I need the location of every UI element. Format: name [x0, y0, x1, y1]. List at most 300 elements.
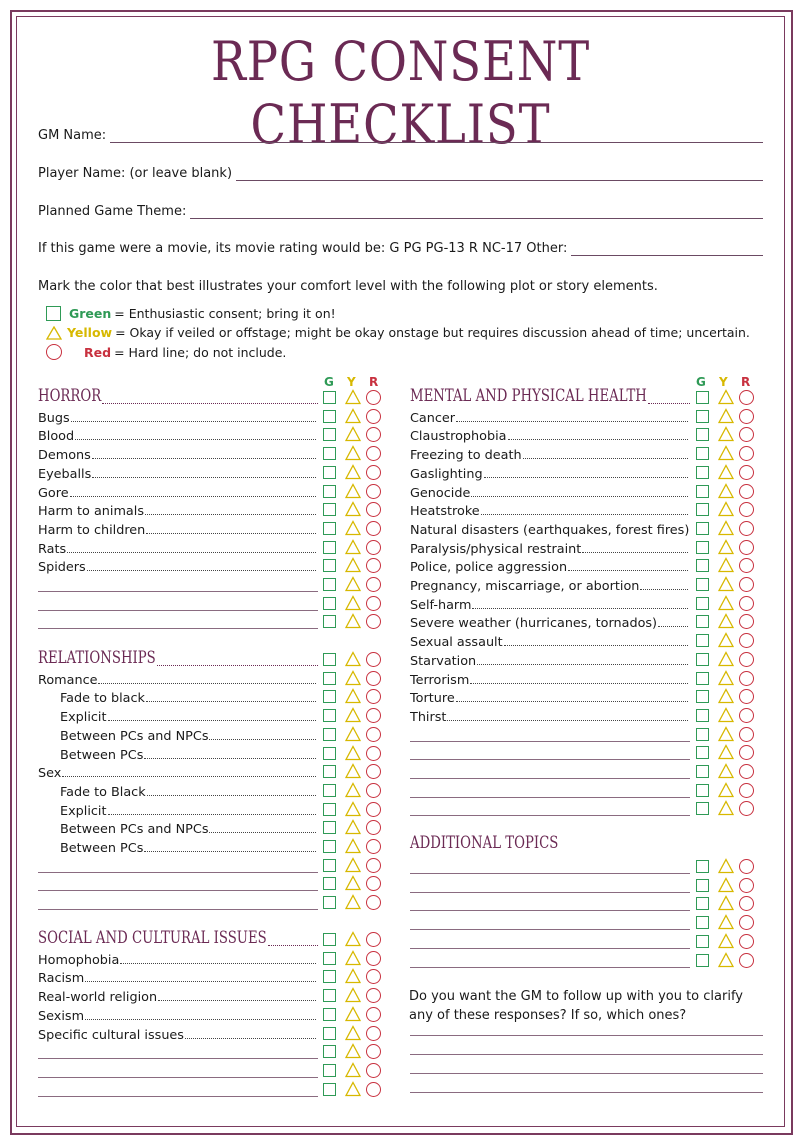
item-label: Spiders	[38, 560, 86, 576]
red-circle-checkbox[interactable]	[366, 951, 381, 966]
red-circle-checkbox[interactable]	[366, 409, 381, 424]
red-circle-checkbox[interactable]	[366, 558, 381, 573]
yellow-triangle-checkbox[interactable]	[718, 576, 734, 592]
green-checkbox[interactable]	[696, 541, 709, 554]
green-checkbox[interactable]	[323, 522, 336, 535]
yellow-triangle-checkbox[interactable]	[345, 987, 361, 1003]
green-checkbox[interactable]	[323, 1027, 336, 1040]
green-checkbox[interactable]	[696, 485, 709, 498]
write-in-line[interactable]	[410, 815, 690, 816]
green-checkbox[interactable]	[323, 859, 336, 872]
yellow-triangle-checkbox[interactable]	[345, 576, 361, 592]
write-in-line[interactable]	[38, 1077, 318, 1078]
red-circle-checkbox[interactable]	[366, 802, 381, 817]
item-label: Starvation	[410, 653, 477, 669]
yellow-triangle-checkbox[interactable]	[345, 445, 361, 461]
player-name-line[interactable]	[236, 179, 763, 181]
yellow-triangle-checkbox[interactable]	[718, 651, 734, 667]
yellow-triangle-checkbox[interactable]	[718, 464, 734, 480]
rating-checks	[323, 931, 383, 949]
yellow-triangle-checkbox[interactable]	[345, 1043, 361, 1059]
social-item	[38, 950, 318, 968]
red-circle-icon	[46, 344, 62, 360]
red-circle-checkbox[interactable]	[739, 878, 754, 893]
green-checkbox[interactable]	[323, 933, 336, 946]
red-circle-checkbox[interactable]	[739, 484, 754, 499]
red-circle-checkbox[interactable]	[739, 708, 754, 723]
red-circle-checkbox[interactable]	[739, 783, 754, 798]
game-theme-label: Planned Game Theme:	[38, 204, 187, 219]
yellow-triangle-checkbox[interactable]	[345, 520, 361, 536]
rating-checks	[696, 445, 756, 463]
red-circle-checkbox[interactable]	[366, 932, 381, 947]
red-circle-checkbox[interactable]	[366, 1044, 381, 1059]
social-item	[38, 1006, 318, 1024]
green-checkbox[interactable]	[323, 989, 336, 1002]
green-checkbox[interactable]	[696, 709, 709, 722]
red-circle-checkbox[interactable]	[366, 614, 381, 629]
rating-checks	[323, 987, 383, 1005]
yellow-triangle-checkbox[interactable]	[345, 464, 361, 480]
page-title: RPG CONSENT CHECKLIST	[210, 30, 591, 156]
green-checkbox[interactable]	[696, 860, 709, 873]
gm-name-field[interactable]	[38, 128, 763, 143]
leader-dots	[108, 720, 316, 721]
relationships-item	[38, 670, 318, 688]
write-in-line[interactable]	[38, 610, 318, 611]
relationships-subitem	[60, 838, 318, 856]
red-circle-checkbox[interactable]	[739, 427, 754, 442]
health-item	[410, 651, 690, 669]
gm-name-label: GM Name:	[38, 128, 107, 143]
item-label: Harm to children	[38, 522, 146, 538]
yellow-triangle-checkbox[interactable]	[718, 895, 734, 911]
red-circle-checkbox[interactable]	[366, 465, 381, 480]
rating-checks	[696, 933, 756, 951]
health-item	[410, 632, 690, 650]
red-circle-checkbox[interactable]	[739, 521, 754, 536]
leader-dots	[146, 533, 316, 534]
red-circle-checkbox[interactable]	[366, 502, 381, 517]
red-circle-checkbox[interactable]	[739, 801, 754, 816]
write-in-line[interactable]	[38, 890, 318, 891]
green-checkbox[interactable]	[323, 896, 336, 909]
yellow-triangle-checkbox[interactable]	[345, 426, 361, 442]
followup-answer-line[interactable]	[410, 1035, 763, 1036]
green-checkbox[interactable]	[696, 447, 709, 460]
yellow-triangle-checkbox[interactable]	[718, 933, 734, 949]
red-circle-checkbox[interactable]	[739, 614, 754, 629]
red-circle-checkbox[interactable]	[366, 764, 381, 779]
yellow-triangle-checkbox[interactable]	[345, 1006, 361, 1022]
red-circle-checkbox[interactable]	[366, 390, 381, 405]
green-checkbox[interactable]	[323, 485, 336, 498]
rating-checks	[696, 858, 756, 876]
rating-checks	[323, 445, 383, 463]
left-header-g: G	[324, 375, 334, 389]
yellow-triangle-checkbox[interactable]	[718, 632, 734, 648]
write-in-line[interactable]	[38, 628, 318, 629]
yellow-triangle-checkbox[interactable]	[345, 857, 361, 873]
green-checkbox[interactable]	[696, 897, 709, 910]
green-checkbox[interactable]	[696, 746, 709, 759]
green-checkbox[interactable]	[323, 503, 336, 516]
rating-checks	[696, 670, 756, 688]
red-circle-checkbox[interactable]	[366, 988, 381, 1003]
green-checkbox[interactable]	[323, 952, 336, 965]
green-checkbox[interactable]	[323, 559, 336, 572]
green-checkbox[interactable]	[696, 802, 709, 815]
green-checkbox[interactable]	[696, 597, 709, 610]
yellow-triangle-checkbox[interactable]	[345, 389, 361, 405]
green-checkbox[interactable]	[323, 709, 336, 722]
green-checkbox[interactable]	[696, 690, 709, 703]
heading-dots	[648, 403, 690, 404]
rating-checks	[323, 389, 383, 407]
movie-rating-line[interactable]	[571, 254, 763, 256]
yellow-triangle-checkbox[interactable]	[718, 763, 734, 779]
yellow-triangle-checkbox[interactable]	[718, 858, 734, 874]
green-checkbox[interactable]	[696, 935, 709, 948]
green-checkbox[interactable]	[696, 653, 709, 666]
green-checkbox[interactable]	[323, 615, 336, 628]
rating-checks	[696, 501, 756, 519]
write-in-line[interactable]	[38, 591, 318, 592]
rating-checks	[696, 914, 756, 932]
red-circle-checkbox[interactable]	[366, 671, 381, 686]
green-checkbox[interactable]	[696, 954, 709, 967]
leader-dots	[504, 645, 688, 646]
followup-answer-line[interactable]	[410, 1073, 763, 1074]
green-checkbox[interactable]	[323, 672, 336, 685]
write-in-line[interactable]	[410, 797, 690, 798]
green-checkbox[interactable]	[696, 672, 709, 685]
yellow-triangle-checkbox[interactable]	[345, 557, 361, 573]
yellow-triangle-checkbox[interactable]	[345, 894, 361, 910]
red-circle-checkbox[interactable]	[366, 540, 381, 555]
health-item	[410, 426, 690, 444]
green-checkbox[interactable]	[696, 391, 709, 404]
rating-checks	[323, 1062, 383, 1080]
health-item	[410, 595, 690, 613]
green-checkbox[interactable]	[696, 784, 709, 797]
green-checkbox[interactable]	[696, 522, 709, 535]
item-label: Self-harm	[410, 597, 472, 613]
green-checkbox[interactable]	[323, 784, 336, 797]
green-checkbox[interactable]	[696, 559, 709, 572]
green-checkbox[interactable]	[696, 728, 709, 741]
yellow-triangle-checkbox[interactable]	[718, 389, 734, 405]
yellow-triangle-checkbox[interactable]	[718, 539, 734, 555]
yellow-triangle-checkbox[interactable]	[345, 688, 361, 704]
yellow-triangle-checkbox[interactable]	[345, 950, 361, 966]
red-circle-checkbox[interactable]	[739, 953, 754, 968]
green-checkbox[interactable]	[323, 578, 336, 591]
yellow-triangle-checkbox[interactable]	[345, 763, 361, 779]
leader-dots	[209, 739, 316, 740]
green-checkbox[interactable]	[323, 1064, 336, 1077]
left-header-r: R	[369, 375, 379, 389]
legend-yellow-text: = Okay if veiled or offstage; might be okay onstage but requires discussion ahead of time; uncertain.	[115, 325, 750, 340]
yellow-triangle-checkbox[interactable]	[345, 670, 361, 686]
green-checkbox[interactable]	[696, 428, 709, 441]
red-circle-checkbox[interactable]	[739, 633, 754, 648]
write-in-line[interactable]	[410, 892, 690, 893]
red-circle-checkbox[interactable]	[739, 689, 754, 704]
red-circle-checkbox[interactable]	[739, 596, 754, 611]
yellow-triangle-checkbox[interactable]	[718, 501, 734, 517]
leader-dots	[481, 514, 688, 515]
yellow-triangle-checkbox[interactable]	[718, 688, 734, 704]
green-checkbox[interactable]	[696, 765, 709, 778]
write-in-line[interactable]	[410, 873, 690, 874]
write-in-line[interactable]	[410, 910, 690, 911]
green-checkbox[interactable]	[323, 747, 336, 760]
green-checkbox[interactable]	[323, 765, 336, 778]
write-in-line[interactable]	[410, 759, 690, 760]
rating-checks	[696, 632, 756, 650]
red-circle-checkbox[interactable]	[739, 671, 754, 686]
yellow-triangle-checkbox[interactable]	[345, 745, 361, 761]
red-circle-checkbox[interactable]	[366, 484, 381, 499]
horror-item	[38, 408, 318, 426]
green-checkbox[interactable]	[323, 970, 336, 983]
legend-green-word: Green	[69, 306, 112, 321]
legend-green-text: = Enthusiastic consent; bring it on!	[114, 306, 336, 321]
red-circle-checkbox[interactable]	[739, 502, 754, 517]
rating-checks	[696, 389, 756, 407]
green-checkbox[interactable]	[323, 466, 336, 479]
green-checkbox[interactable]	[323, 803, 336, 816]
red-circle-checkbox[interactable]	[739, 745, 754, 760]
red-circle-checkbox[interactable]	[739, 446, 754, 461]
red-circle-checkbox[interactable]	[739, 896, 754, 911]
yellow-triangle-checkbox[interactable]	[345, 613, 361, 629]
yellow-triangle-checkbox[interactable]	[718, 595, 734, 611]
yellow-triangle-checkbox[interactable]	[718, 613, 734, 629]
item-label: Between PCs	[60, 747, 144, 763]
yellow-triangle-checkbox[interactable]	[345, 968, 361, 984]
green-checkbox[interactable]	[696, 466, 709, 479]
rating-checks	[323, 426, 383, 444]
relationships-subitem	[60, 726, 318, 744]
green-checkbox[interactable]	[323, 821, 336, 834]
red-circle-checkbox[interactable]	[366, 652, 381, 667]
leader-dots	[144, 851, 316, 852]
red-circle-checkbox[interactable]	[739, 764, 754, 779]
red-circle-checkbox[interactable]	[366, 446, 381, 461]
rating-checks	[323, 688, 383, 706]
green-checkbox[interactable]	[696, 578, 709, 591]
game-theme-field[interactable]	[38, 204, 763, 219]
yellow-triangle-checkbox[interactable]	[345, 726, 361, 742]
yellow-triangle-checkbox[interactable]	[345, 838, 361, 854]
leader-dots	[85, 1019, 316, 1020]
relationships-subitem	[60, 745, 318, 763]
yellow-triangle-checkbox[interactable]	[345, 595, 361, 611]
red-circle-checkbox[interactable]	[366, 895, 381, 910]
leader-dots	[508, 439, 688, 440]
yellow-triangle-checkbox[interactable]	[718, 877, 734, 893]
rating-checks	[323, 819, 383, 837]
horror-item	[38, 445, 318, 463]
yellow-triangle-checkbox[interactable]	[718, 520, 734, 536]
yellow-triangle-checkbox[interactable]	[718, 914, 734, 930]
rating-checks	[323, 1043, 383, 1061]
yellow-triangle-checkbox[interactable]	[718, 744, 734, 760]
write-in-line[interactable]	[410, 967, 690, 968]
yellow-triangle-checkbox[interactable]	[345, 707, 361, 723]
green-checkbox[interactable]	[323, 728, 336, 741]
red-circle-checkbox[interactable]	[739, 652, 754, 667]
yellow-triangle-checkbox[interactable]	[718, 445, 734, 461]
yellow-triangle-checkbox[interactable]	[345, 483, 361, 499]
yellow-triangle-checkbox[interactable]	[718, 782, 734, 798]
red-circle-checkbox[interactable]	[366, 820, 381, 835]
red-circle-checkbox[interactable]	[739, 915, 754, 930]
green-checkbox[interactable]	[323, 447, 336, 460]
item-label: Heatstroke	[410, 504, 480, 520]
red-circle-checkbox[interactable]	[739, 390, 754, 405]
red-circle-checkbox[interactable]	[739, 859, 754, 874]
yellow-triangle-checkbox[interactable]	[718, 408, 734, 424]
yellow-triangle-checkbox[interactable]	[718, 726, 734, 742]
heading-dots	[157, 665, 318, 666]
green-checkbox[interactable]	[323, 391, 336, 404]
red-circle-checkbox[interactable]	[739, 540, 754, 555]
red-circle-checkbox[interactable]	[366, 577, 381, 592]
yellow-triangle-checkbox[interactable]	[718, 952, 734, 968]
green-checkbox[interactable]	[696, 503, 709, 516]
green-checkbox[interactable]	[323, 1045, 336, 1058]
red-circle-checkbox[interactable]	[366, 521, 381, 536]
yellow-triangle-checkbox[interactable]	[718, 707, 734, 723]
write-in-line[interactable]	[38, 1058, 318, 1059]
green-checkbox[interactable]	[323, 597, 336, 610]
write-in-line[interactable]	[38, 909, 318, 910]
green-checkbox[interactable]	[696, 615, 709, 628]
red-circle-checkbox[interactable]	[366, 783, 381, 798]
yellow-triangle-checkbox[interactable]	[345, 782, 361, 798]
yellow-triangle-checkbox[interactable]	[345, 651, 361, 667]
yellow-triangle-checkbox[interactable]	[345, 819, 361, 835]
yellow-triangle-checkbox[interactable]	[345, 1025, 361, 1041]
heading-dots	[102, 403, 318, 404]
green-checkbox[interactable]	[323, 428, 336, 441]
yellow-triangle-checkbox[interactable]	[345, 539, 361, 555]
green-checkbox[interactable]	[696, 634, 709, 647]
red-circle-checkbox[interactable]	[739, 465, 754, 480]
write-in-line[interactable]	[38, 872, 318, 873]
red-circle-checkbox[interactable]	[366, 689, 381, 704]
yellow-triangle-checkbox[interactable]	[345, 501, 361, 517]
rating-checks	[696, 952, 756, 970]
social-item	[38, 968, 318, 986]
write-in-line[interactable]	[410, 778, 690, 779]
game-theme-line[interactable]	[190, 217, 763, 219]
gm-name-line[interactable]	[110, 141, 763, 143]
green-checkbox[interactable]	[323, 840, 336, 853]
red-circle-checkbox[interactable]	[739, 727, 754, 742]
write-in-line[interactable]	[38, 1096, 318, 1097]
green-checkbox[interactable]	[696, 916, 709, 929]
green-checkbox[interactable]	[323, 1008, 336, 1021]
red-circle-checkbox[interactable]	[366, 1026, 381, 1041]
red-circle-checkbox[interactable]	[366, 596, 381, 611]
red-circle-checkbox[interactable]	[366, 1007, 381, 1022]
yellow-triangle-checkbox[interactable]	[345, 931, 361, 947]
yellow-triangle-checkbox[interactable]	[345, 1081, 361, 1097]
red-circle-checkbox[interactable]	[366, 708, 381, 723]
leader-dots	[456, 701, 688, 702]
green-checkbox[interactable]	[323, 690, 336, 703]
green-checkbox[interactable]	[323, 1083, 336, 1096]
red-circle-checkbox[interactable]	[739, 577, 754, 592]
item-label: Between PCs and NPCs	[60, 822, 209, 838]
yellow-triangle-checkbox[interactable]	[718, 557, 734, 573]
yellow-triangle-checkbox[interactable]	[345, 801, 361, 817]
item-label: Sexual assault	[410, 635, 503, 651]
right-header-y: Y	[719, 375, 728, 389]
red-circle-checkbox[interactable]	[739, 409, 754, 424]
write-in-line[interactable]	[410, 929, 690, 930]
legend-green	[46, 306, 336, 321]
rating-checks	[323, 838, 383, 856]
red-circle-checkbox[interactable]	[739, 934, 754, 949]
yellow-triangle-checkbox[interactable]	[345, 408, 361, 424]
green-checkbox[interactable]	[323, 541, 336, 554]
green-checkbox[interactable]	[696, 410, 709, 423]
yellow-triangle-checkbox[interactable]	[345, 875, 361, 891]
yellow-triangle-checkbox[interactable]	[718, 800, 734, 816]
yellow-triangle-checkbox[interactable]	[718, 483, 734, 499]
rating-checks	[323, 408, 383, 426]
rating-checks	[696, 520, 756, 538]
red-circle-checkbox[interactable]	[366, 1063, 381, 1078]
red-circle-checkbox[interactable]	[366, 1082, 381, 1097]
green-checkbox[interactable]	[323, 410, 336, 423]
item-label: Cancer	[410, 410, 456, 426]
green-checkbox[interactable]	[696, 879, 709, 892]
yellow-triangle-checkbox[interactable]	[345, 1062, 361, 1078]
health-item	[410, 707, 690, 725]
leader-dots	[87, 570, 316, 571]
item-label: Paralysis/physical restraint	[410, 541, 582, 557]
player-name-field[interactable]	[38, 166, 763, 181]
red-circle-checkbox[interactable]	[366, 427, 381, 442]
green-checkbox[interactable]	[323, 877, 336, 890]
followup-answer-line[interactable]	[410, 1054, 763, 1055]
yellow-triangle-checkbox[interactable]	[718, 426, 734, 442]
rating-checks	[696, 688, 756, 706]
movie-rating-field[interactable]	[38, 241, 763, 256]
health-item	[410, 557, 690, 575]
followup-answer-line[interactable]	[410, 1092, 763, 1093]
write-in-line[interactable]	[410, 948, 690, 949]
write-in-line[interactable]	[410, 741, 690, 742]
yellow-triangle-checkbox[interactable]	[718, 670, 734, 686]
red-circle-checkbox[interactable]	[366, 727, 381, 742]
red-circle-checkbox[interactable]	[366, 858, 381, 873]
leader-dots	[568, 570, 688, 571]
red-circle-checkbox[interactable]	[739, 558, 754, 573]
red-circle-checkbox[interactable]	[366, 876, 381, 891]
red-circle-checkbox[interactable]	[366, 839, 381, 854]
red-circle-checkbox[interactable]	[366, 746, 381, 761]
red-circle-checkbox[interactable]	[366, 969, 381, 984]
relationships-subitem	[60, 782, 318, 800]
green-checkbox[interactable]	[323, 653, 336, 666]
